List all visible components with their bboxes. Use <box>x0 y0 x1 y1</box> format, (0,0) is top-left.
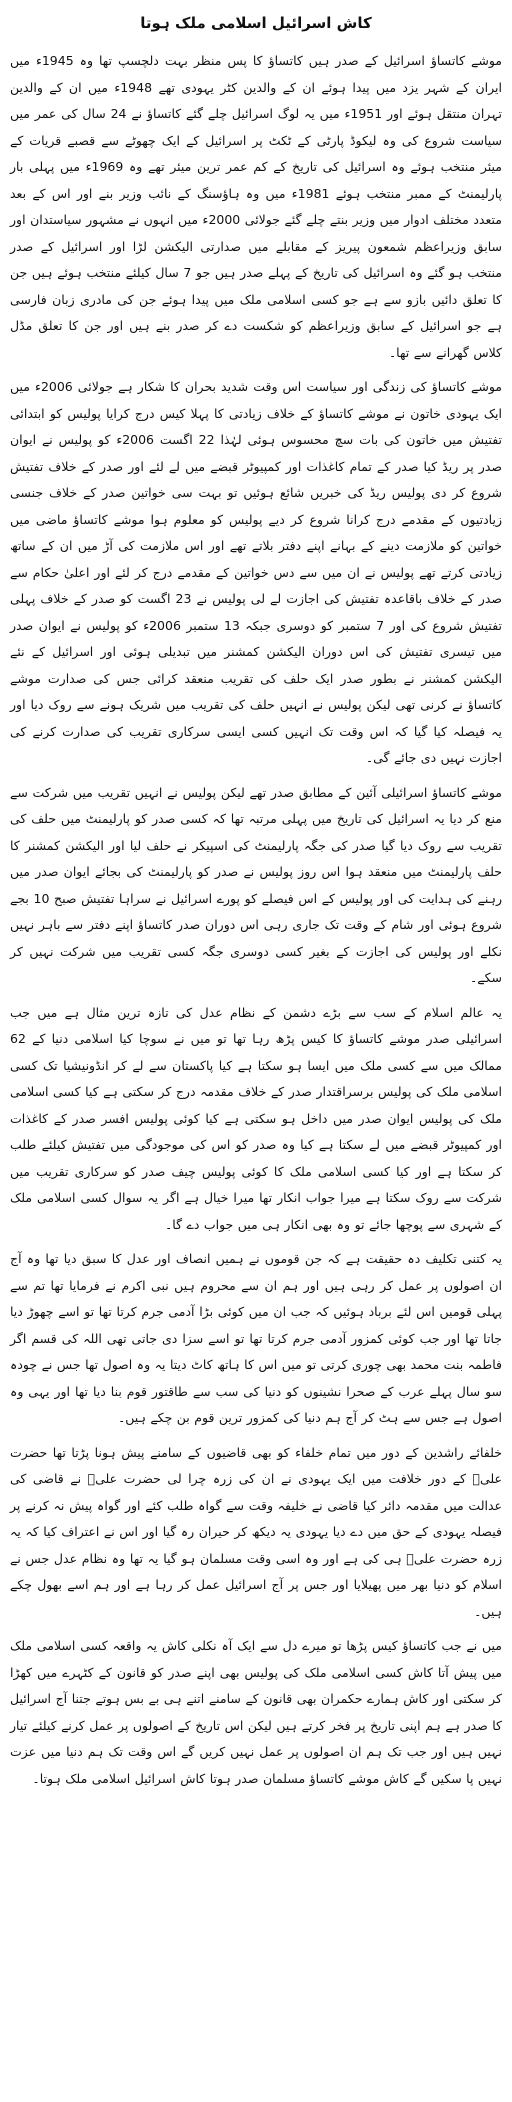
article-paragraph-4: یہ عالم اسلام کے سب سے بڑے دشمن کے نظام عدل کی تازہ ترین مثال ہے میں جب اسرائیلی صدر موشے کاتساؤ کا کیس پڑھ رہا تھا تو میں نے سوچا کیا اسلامی دنیا کے 62 ممالک میں سے کسی ملک میں ایسا ہو سکتا ہے کیا پاکستان سے لے کر انڈونیشیا تک کسی اسلامی ملک کی پولیس برسراقتدار صدر کے خلاف مقدمہ درج کر سکتی ہے کیا کسی اسلامی ملک کی پولیس ایوان صدر میں داخل ہو سکتی ہے کیا کوئی پولیس افسر صدر کے کاغذات اور کمپیوٹر قبضے میں لے سکتا ہے کیا وہ صدر کو اس کی موجودگی میں تفتیش کیلئے طلب کر سکتا ہے اور کیا کسی اسلامی ملک کا کوئی پولیس چیف صدر کو سرکاری تقریب میں شرکت سے روک سکتا ہے میرا جواب انکار تھا میرا خیال ہے اگر یہ سوال کسی اسلامی ملک کے شہری سے پوچھا جائے تو وہ بھی انکار ہی میں جواب دے گا۔ <box>10 1004 502 1232</box>
article-paragraph-7: میں نے جب کاتساؤ کیس پڑھا تو میرے دل سے ایک آہ نکلی کاش یہ واقعہ کسی اسلامی ملک میں پیش آتا کاش کسی اسلامی ملک کی پولیس بھی اپنے صدر کو قانون کے کٹہرے میں کھڑا کر سکتی اور کاش ہمارے حکمران بھی قانون کے سامنے اتنے ہی بے بس ہوتے جتنا آج اسرائیل کا صدر ہے ہم اپنی تاریخ پر فخر کرتے ہیں لیکن اس تاریخ کے اصولوں پر عمل کرنے کیلئے تیار نہیں ہیں اور جب تک ہم ان اصولوں پر عمل نہیں کریں گے اس وقت تک ہم دنیا میں عزت نہیں پا سکیں گے کاش موشے کاتساؤ مسلمان صدر ہوتا کاش اسرائیل اسلامی ملک ہوتا۔ <box>10 1638 502 1786</box>
article-paragraph-5: یہ کتنی تکلیف دہ حقیقت ہے کہ جن قوموں نے ہمیں انصاف اور عدل کا سبق دیا تھا وہ آج ان اصولوں پر عمل کر رہی ہیں اور ہم ان سے محروم ہیں نبی اکرم نے فرمایا تھا تم سے پہلی قومیں اس لئے برباد ہوئیں کہ جب ان میں کوئی بڑا آدمی جرم کرتا تھا تو اسے چھوڑ دیا جاتا تھا اور جب کوئی کمزور آدمی جرم کرتا تھا تو اسے سزا دی جاتی تھی اللہ کی قسم اگر فاطمہ بنت محمد بھی چوری کرتی تو میں اس کا ہاتھ کاٹ دیتا یہ وہ اصول تھا جس نے چودہ سو سال پہلے عرب کے صحرا نشینوں کو دنیا کی سب سے طاقتور قوم بنا دیا تھا اور یہی وہ اصول ہے جس سے ہٹ کر آج ہم دنیا کی کمزور ترین قوم بن چکے ہیں۔ <box>10 1251 502 1425</box>
article-paragraph-6: خلفائے راشدین کے دور میں تمام خلفاء کو بھی قاضیوں کے سامنے پیش ہونا پڑتا تھا حضرت علیؓ کے دور خلافت میں ایک یہودی نے ان کی زرہ چرا لی حضرت علیؓ نے قاضی کی عدالت میں مقدمہ دائر کیا قاضی نے خلیفہ وقت سے گواہ طلب کئے اور گواہ پیش نہ کرنے پر فیصلہ یہودی کے حق میں دے دیا یہودی یہ دیکھ کر حیران رہ گیا اور اس نے اعتراف کیا کہ یہ زرہ حضرت علیؓ ہی کی ہے اور وہ اسی وقت مسلمان ہو گیا یہ تھا وہ نظام عدل جس نے اسلام کو دنیا بھر میں پھیلایا اور جس پر آج اسرائیل عمل کر رہا ہے اور ہم اسے بھول چکے ہیں۔ <box>10 1444 502 1619</box>
article-title: کاش اسرائیل اسلامی ملک ہوتا <box>140 14 372 32</box>
article-body <box>10 48 502 1792</box>
article-paragraph-2: موشے کاتساؤ کی زندگی اور سیاست اس وقت شدید بحران کا شکار ہے جولائی 2006ء میں ایک یہودی خاتون نے موشے کاتساؤ کے خلاف زیادتی کا پہلا کیس درج کرایا پولیس کو ابتدائی تفتیش میں خاتون کی بات سچ محسوس ہوئی لہٰذا 22 اگست 2006ء کو پولیس نے ایوان صدر پر ریڈ کیا صدر کے تمام کاغذات اور کمپیوٹر قبضے میں لے لئے اور صدر کے خلاف تفتیش شروع کر دی پولیس ریڈ کی خبریں شائع ہوئیں تو بہت سی خواتین صدر کے خلاف جنسی زیادتیوں کے مقدمے درج کرانا شروع کر دیے پولیس کو معلوم ہوا موشے کاتساؤ ماضی میں خواتین کو ملازمت دینے کے بہانے اپنے دفتر بلاتے تھے اور اس ملازمت کی آڑ میں ان کے ساتھ زیادتی کرتے تھے پولیس نے ان میں سے دس خواتین کے مقدمے درج کر لئے اور اعلیٰ حکام سے صدر کے خلاف باقاعدہ تفتیش کی اجازت لے لی پولیس نے 23 اگست کو صدر کے خلاف پہلی تفتیش شروع کی اور 7 ستمبر کو دوسری جبکہ 13 ستمبر 2006ء کو پولیس نے ایوان صدر میں تیسری تفتیش کی اس دوران الیکشن کمشنر میں تبدیلی ہوئی اور اسرائیل کے نئے الیکشن کمشنر نے بطور صدر ایک حلف کی تقریب منعقد کرائی جس کی صدارت موشے کاتساؤ نے کرنی تھی لیکن پولیس نے انہیں حلف کی تقریب میں شریک ہونے سے روک دیا اور یہ فیصلہ کیا گیا کہ اس وقت تک انہیں کسی ایسی سرکاری تقریب کی صدارت کرنے کی اجازت نہیں دی جائے گی۔ <box>10 379 503 765</box>
article-paragraph-1: موشے کاتساؤ اسرائیل کے صدر ہیں کاتساؤ کا پس منظر بہت دلچسپ تھا وہ 1945ء میں ایران کے شہر یزد میں پیدا ہوئے ان کے والدین کٹر یہودی تھے 1948ء میں ان کے والدین تہران منتقل ہوئے اور 1951ء میں یہ لوگ اسرائیل چلے گئے کاتساؤ نے 24 سال کی عمر میں سیاست شروع کی وہ لیکوڈ پارٹی کے ٹکٹ پر اسرائیل کے ایک چھوٹے سے قصبے قریات کے میئر منتخب ہوئے وہ اسرائیل کی تاریخ کے کم عمر ترین میئر تھے وہ 1969ء میں پہلی بار پارلیمنٹ کے ممبر منتخب ہوئے 1981ء میں وہ ہاؤسنگ کے نائب وزیر بنے اور اس کے بعد متعدد مختلف ادوار میں وزیر بنتے چلے گئے جولائی 2000ء میں انہوں نے مشہور سیاستدان اور سابق وزیراعظم شمعون پیریز کے مقابلے میں صدارتی الیکشن لڑا اور اسرائیل کے صدر منتخب ہو گئے وہ اسرائیل کی تاریخ کے پہلے صدر ہیں جو 7 سال کیلئے منتخب ہوئے ہیں جن کا تعلق دائیں بازو سے ہے جو کسی اسلامی ملک میں پیدا ہوئے جن کی مادری زبان فارسی ہے جو اسرائیل کے سابق وزیراعظم کو شکست دے کر صدر بنے ہیں اور جن کا تعلق مڈل کلاس گھرانے سے تھا۔ <box>10 53 503 360</box>
article-paragraph-3: موشے کاتساؤ اسرائیلی آئین کے مطابق صدر تھے لیکن پولیس نے انہیں تقریب میں شرکت سے منع کر دیا یہ اسرائیل کی تاریخ میں پہلی مرتبہ تھا کہ کسی صدر کو پارلیمنٹ میں حلف کی تقریب سے روک دیا گیا صدر کی جگہ پارلیمنٹ کی اسپیکر نے حلف لیا اور الیکشن کمشنر کا حلف پارلیمنٹ میں منعقد ہوا اس روز پولیس نے صدر کو پارلیمنٹ کی بجائے ایوان صدر میں رہنے کی ہدایت کی اور پولیس کے اس فیصلے کو پورے اسرائیل نے سراہا تفتیش صبح 10 بجے شروع ہوئی اور شام کے وقت تک جاری رہی اس دوران صدر کاتساؤ اپنے دفتر سے باہر نہیں نکلے اور پولیس کی اجازت کے بغیر کسی دوسری جگہ کسی تقریب میں شرکت نہیں کر سکے۔ <box>10 784 502 985</box>
